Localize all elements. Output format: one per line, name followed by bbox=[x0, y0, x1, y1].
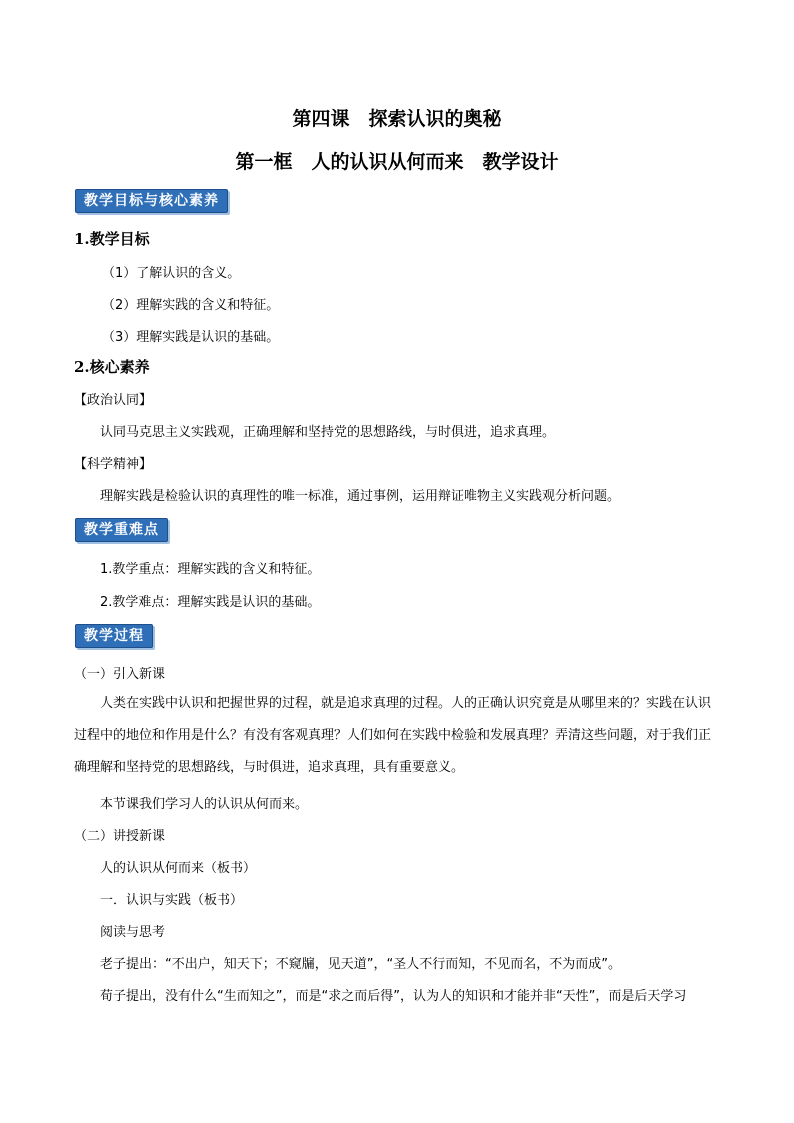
objective-item-1: （1）了解认识的含义。 bbox=[102, 266, 241, 281]
science-label: 【科学精神】 bbox=[74, 457, 153, 472]
objective-item-3: （3）理解实践是认识的基础。 bbox=[102, 330, 280, 345]
board-topic: 人的认识从何而来（板书） bbox=[100, 861, 257, 876]
frame-title: 第一框 人的认识从何而来 教学设计 bbox=[235, 151, 559, 173]
read-think-label: 阅读与思考 bbox=[100, 925, 166, 940]
key-point-difficulty: 2.教学难点：理解实践是认识的基础。 bbox=[100, 595, 321, 610]
process-badge: 教学过程 bbox=[75, 624, 153, 648]
intro-paragraph: 人类在实践中认识和把握世界的过程，就是追求真理的过程。人的正确认识究竟是从哪里来的？实践在认识过程中的地位和作用是什么？有没有客观真理？人们如何在实践中检验和发展真理？弄清这些问题，对于我们正确理解和坚持党的思想路线，与时俱进，追求真理，具有重要意义。 bbox=[74, 696, 712, 775]
teach-heading: （二）讲授新课 bbox=[74, 829, 166, 844]
intro-closing: 本节课我们学习人的认识从何而来。 bbox=[100, 797, 309, 812]
science-text: 理解实践是检验认识的真理性的唯一标准，通过事例，运用辩证唯物主义实践观分析问题。 bbox=[100, 489, 621, 504]
objectives-badge: 教学目标与核心素养 bbox=[75, 189, 228, 213]
political-text: 认同马克思主义实践观，正确理解和坚持党的思想路线，与时俱进，追求真理。 bbox=[100, 425, 556, 440]
literacy-heading: 2.核心素养 bbox=[74, 358, 150, 376]
lesson-title: 第四课 探索认识的奥秘 bbox=[292, 108, 502, 130]
key-points-badge: 教学重难点 bbox=[75, 518, 168, 542]
objective-item-2: （2）理解实践的含义和特征。 bbox=[102, 298, 280, 313]
laozi-quote: 老子提出：“不出户，知天下；不窥牖，见天道”，“圣人不行而知，不见而名，不为而成”。 bbox=[100, 957, 621, 972]
political-label: 【政治认同】 bbox=[74, 393, 153, 408]
objectives-heading: 1.教学目标 bbox=[74, 230, 150, 248]
key-point-focus: 1.教学重点：理解实践的含义和特征。 bbox=[100, 562, 321, 577]
xunzi-quote: 荀子提出，没有什么“生而知之”，而是“求之而后得”，认为人的知识和才能并非“天性”，而是后天学习 bbox=[100, 989, 687, 1004]
intro-heading: （一）引入新课 bbox=[74, 667, 166, 682]
board-section-1: 一．认识与实践（板书） bbox=[100, 893, 244, 908]
